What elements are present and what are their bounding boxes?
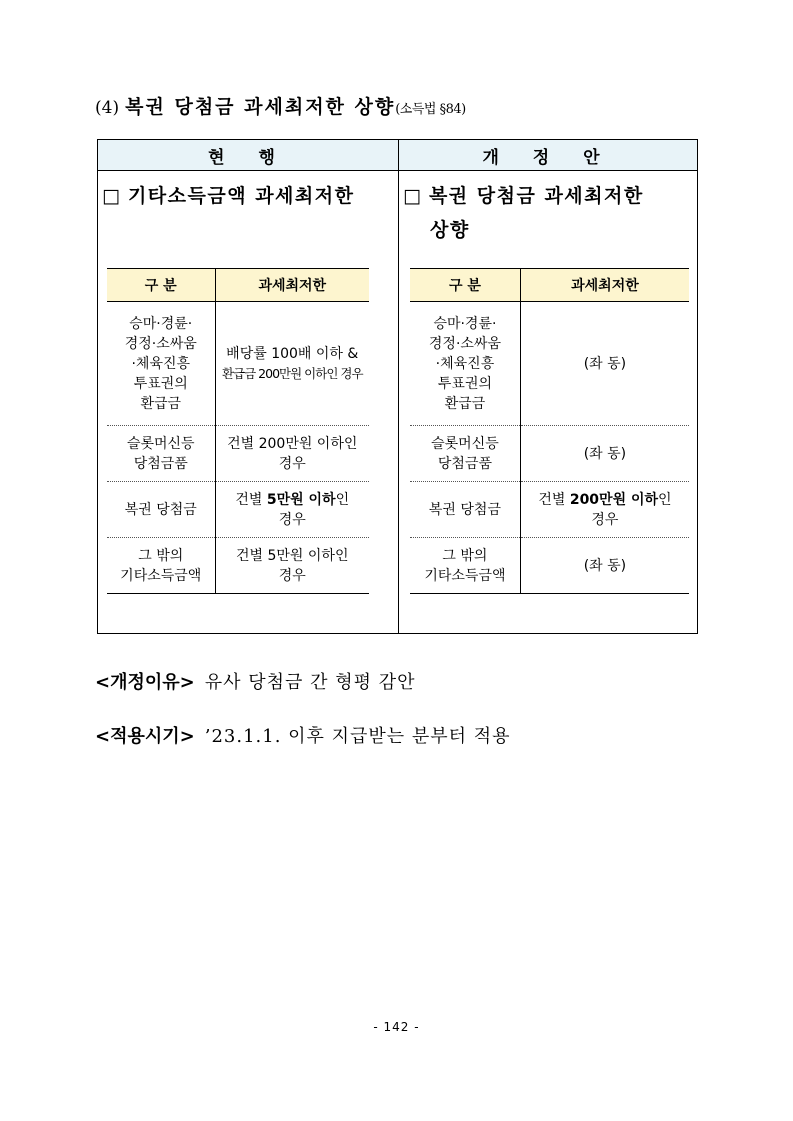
column-divider [398,140,399,633]
table-row [410,538,689,594]
column-header-current: 현 행 [98,140,399,171]
category-cell: 승마·경륜· 경정·소싸움 ·체육진흥 투표권의 환급금 [410,302,520,426]
table-row [107,538,369,594]
table-row [107,482,369,538]
table-header-category: 구 분 [410,269,520,302]
threshold-cell: 건별 5만원 이하인 경우 [215,482,369,538]
category-cell: 슬롯머신등 당첨금품 [107,426,215,482]
threshold-cell: (좌 동) [520,538,689,594]
amendment-reason-label: <개정이유> [95,672,195,693]
law-reference: (소득법 §84) [395,102,466,117]
proposed-box-title-line1: 복권 당첨금 과세최저한 [428,185,644,207]
checkbox-square-icon: □ [403,185,421,207]
table-header-threshold: 과세최저한 [215,269,369,302]
threshold-cell: (좌 동) [520,426,689,482]
table-header-threshold: 과세최저한 [520,269,689,302]
proposed-threshold-table [410,268,689,594]
page-number: - 142 - [373,1020,420,1034]
table-row [410,302,689,426]
category-cell: 슬롯머신등 당첨금품 [410,426,520,482]
checkbox-square-icon: □ [102,185,120,207]
section-number: (4) [95,98,120,118]
current-box-title [102,179,392,213]
amendment-reason [95,668,416,694]
effective-date-text: ’23.1.1. 이후 지급받는 분부터 적용 [204,726,511,747]
category-cell: 복권 당첨금 [107,482,215,538]
column-header-proposed: 개 정 안 [399,140,697,171]
current-threshold-table [107,268,369,594]
category-cell: 그 밖의 기타소득금액 [107,538,215,594]
threshold-cell: (좌 동) [520,302,689,426]
table-row [107,302,369,426]
current-box-title-text: 기타소득금액 과세최저한 [127,185,355,207]
table-row [107,426,369,482]
category-cell: 복권 당첨금 [410,482,520,538]
proposed-box-title-line2: 상향 [430,219,470,241]
proposed-box-title [403,179,693,247]
amendment-reason-text: 유사 당첨금 간 형평 감안 [204,672,416,693]
effective-date [95,722,511,748]
section-heading [95,92,466,119]
table-header-category: 구 분 [107,269,215,302]
table-row [410,426,689,482]
effective-date-label: <적용시기> [95,726,195,747]
table-row [410,482,689,538]
category-cell: 승마·경륜· 경정·소싸움 ·체육진흥 투표권의 환급금 [107,302,215,426]
threshold-cell: 건별 200만원 이하인 경우 [520,482,689,538]
threshold-cell: 건별 200만원 이하인 경우 [215,426,369,482]
section-title: 복권 당첨금 과세최저한 상향 [125,96,396,118]
category-cell: 그 밖의 기타소득금액 [410,538,520,594]
threshold-cell: 배당률 100배 이하 & 환급금 200만원 이하인 경우 [215,302,369,426]
threshold-cell: 건별 5만원 이하인 경우 [215,538,369,594]
